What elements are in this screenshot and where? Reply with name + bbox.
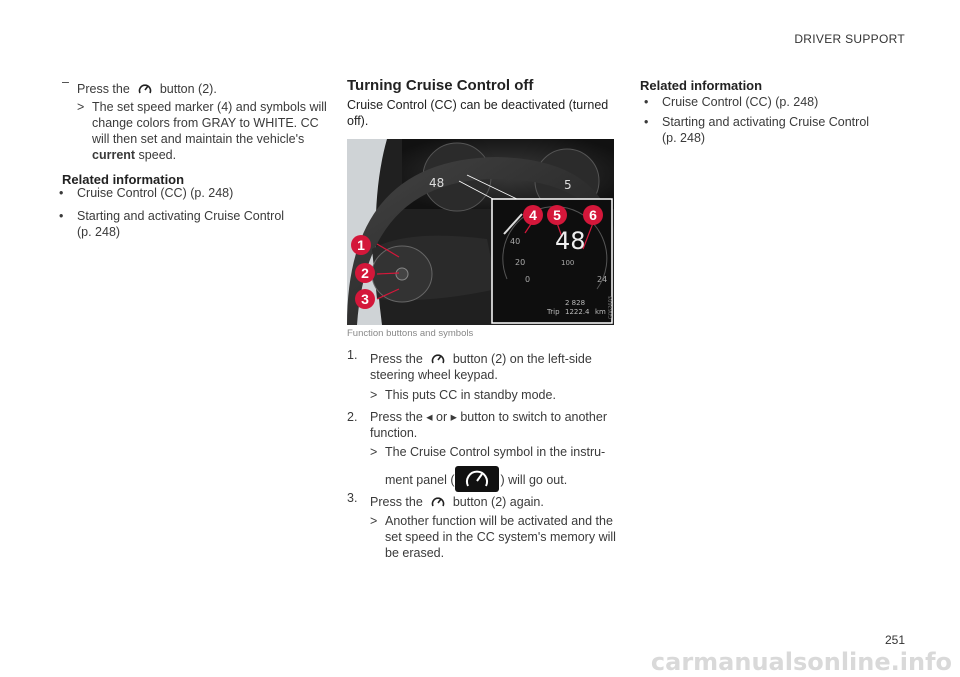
result-marker: >: [370, 445, 378, 459]
left-result-line1: The set speed marker (4) and symbols will: [92, 100, 327, 114]
step-1-result-text: This puts CC in standby mode.: [385, 388, 556, 402]
step-2: [370, 409, 620, 441]
step-3-pre: Press the: [370, 495, 423, 509]
step-2-line1: Press the ◂ or ▸ button to switch to another: [370, 410, 607, 424]
callout-3: 3: [355, 289, 375, 309]
left-related-link-2-line1: • Starting and activating Cruise Control: [77, 209, 285, 223]
step-2-number: 2.: [347, 410, 358, 424]
step-3-result-line1: Another function will be activated and the: [385, 514, 613, 528]
left-related-link-2-line2: (p. 248): [77, 225, 121, 239]
step-3-result-line2: set speed in the CC system's memory will: [385, 530, 616, 544]
step-2-line2: function.: [370, 426, 418, 440]
lead-line2: off).: [347, 114, 369, 128]
figure-caption: Function buttons and symbols: [347, 328, 474, 339]
left-result-line3: will then set and maintain the vehicle's: [92, 132, 305, 146]
page-number: 251: [884, 633, 905, 647]
step-1-result: [370, 387, 556, 403]
step-3-result-line3: be erased.: [385, 546, 445, 560]
callout-2: 2: [355, 263, 375, 283]
left-related-link-2[interactable]: [77, 208, 284, 240]
tick-40: 40: [510, 237, 521, 246]
left-step-post: button (2).: [159, 82, 217, 96]
main-speed: 48: [429, 176, 445, 190]
left-step: [77, 81, 217, 97]
step-2-result-line1: The Cruise Control symbol in the instru-: [385, 445, 606, 459]
section-header: DRIVER SUPPORT: [794, 32, 905, 46]
odo-value: 2 828: [565, 299, 586, 307]
step-3-result: [370, 513, 620, 561]
step-1: [370, 351, 620, 383]
tick-20: 20: [515, 258, 526, 267]
right-related-title: Related information: [640, 78, 763, 93]
inset-speed: 48: [555, 227, 586, 255]
result-marker: >: [370, 388, 378, 402]
cruise-control-icon: [431, 496, 445, 508]
callout-5: 5: [547, 205, 567, 225]
trip-unit: km: [595, 308, 606, 316]
left-related-link-1[interactable]: • Cruise Control (CC) (p. 248): [77, 185, 233, 201]
instrument-figure: [347, 139, 614, 325]
result-marker: >: [370, 514, 378, 528]
right-related-link-1[interactable]: • Cruise Control (CC) (p. 248): [662, 94, 818, 110]
step-2-result-pre: ment panel (: [385, 473, 455, 487]
step-3: [370, 494, 620, 510]
trip-value: 1222.4: [565, 308, 590, 316]
section-lead: [347, 97, 617, 129]
left-result-end: speed.: [135, 148, 177, 162]
step-2-result-post: ) will go out.: [500, 473, 568, 487]
tick-100: 100: [561, 259, 575, 267]
step-3-number: 3.: [347, 491, 358, 505]
step-dash: –: [62, 75, 69, 89]
right-related-link-2-line2: (p. 248): [662, 131, 706, 145]
tick-0: 0: [525, 275, 531, 284]
cruise-control-icon: [431, 353, 445, 365]
left-result-bold: current: [92, 148, 136, 162]
callout-6: 6: [583, 205, 603, 225]
step-1-number: 1.: [347, 348, 358, 362]
left-related-title: Related information: [62, 172, 185, 187]
lead-line1: Cruise Control (CC) can be deactivated (turned: [347, 98, 609, 112]
tick-24: 24: [597, 275, 608, 284]
trip-label: Trip: [547, 308, 560, 316]
figure-code: G062603: [608, 296, 614, 319]
instrument-illustration: [347, 139, 614, 325]
cruise-control-icon: [138, 83, 152, 95]
right-related-link-2[interactable]: [662, 114, 869, 146]
step-3-post: button (2) again.: [452, 495, 544, 509]
callout-4: 4: [523, 205, 543, 225]
watermark: carmanualsonline.info: [650, 648, 952, 676]
left-step-pre: Press the: [77, 82, 130, 96]
step-1-post: button (2) on the left-side: [452, 352, 592, 366]
section-title: Turning Cruise Control off: [347, 77, 534, 94]
step-1-pre: Press the: [370, 352, 423, 366]
result-marker: >: [77, 100, 85, 114]
left-result: [77, 99, 332, 163]
left-result-line2: change colors from GRAY to WHITE. CC: [92, 116, 319, 130]
right-gauge-value: 5: [564, 178, 572, 192]
cruise-control-symbol-icon: [455, 466, 499, 492]
step-2-result: [370, 444, 620, 492]
callout-1: 1: [351, 235, 371, 255]
step-1-line2: steering wheel keypad.: [370, 368, 498, 382]
right-related-link-2-line1: • Starting and activating Cruise Control: [662, 115, 870, 129]
